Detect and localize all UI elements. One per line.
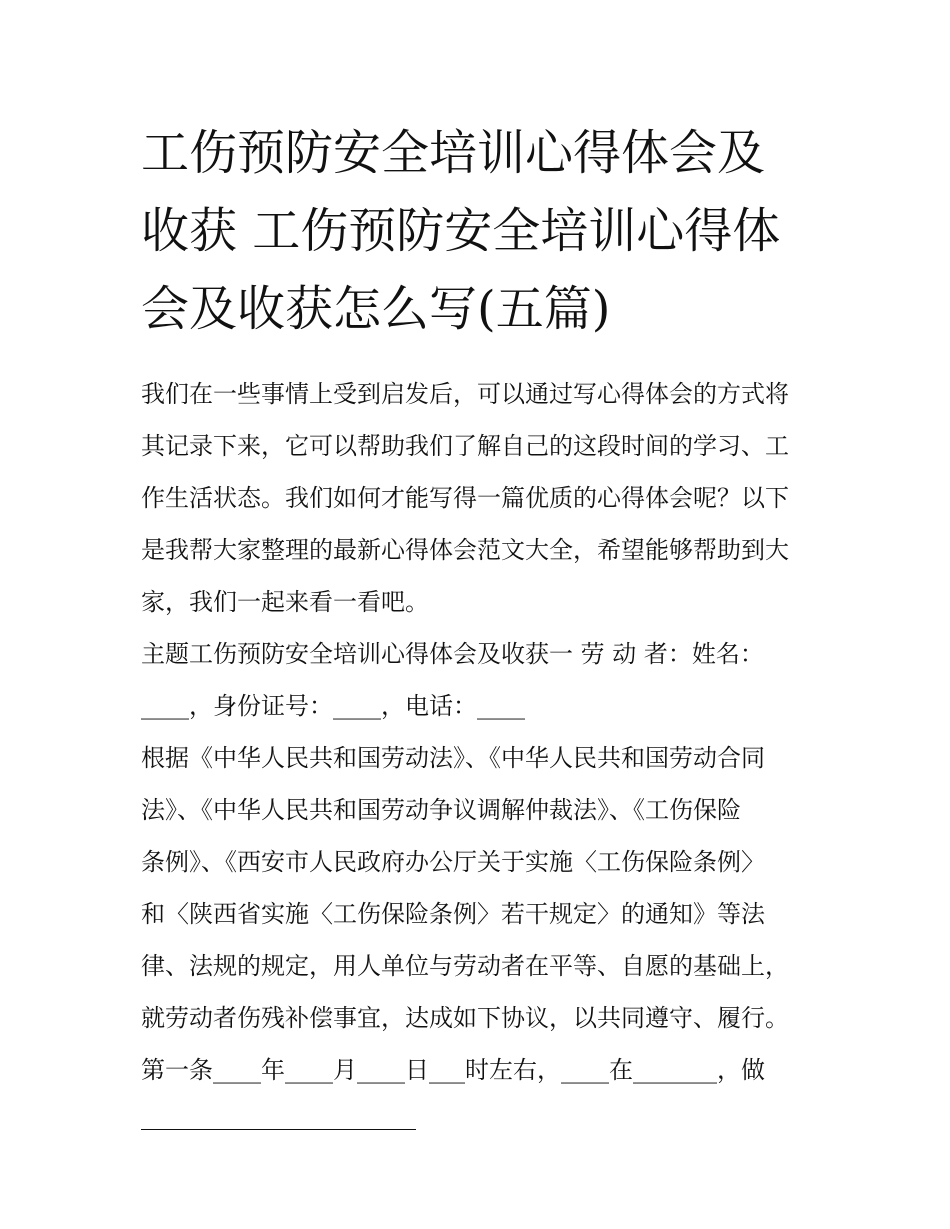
body-line: ____，身份证号：____，电话：____: [141, 692, 525, 720]
body-line: 和〈陕西省实施〈工伤保险条例〉若干规定〉的通知》等法: [141, 900, 765, 928]
body-line: 就劳动者伤残补偿事宜，达成如下协议，以共同遵守、履行。: [141, 1004, 789, 1032]
body-line: 我们在一些事情上受到启发后，可以通过写心得体会的方式将: [141, 380, 789, 408]
body-line: 律、法规的规定，用人单位与劳动者在平等、自愿的基础上，: [141, 952, 789, 980]
title-line-3: 会及收获怎么写(五篇): [141, 281, 611, 337]
blank-underline: [141, 1105, 416, 1130]
document-title: [141, 114, 821, 348]
body-line: 条例》、《西安市人民政府办公厅关于实施〈工伤保险条例〉: [141, 848, 765, 876]
body-line: 根据《中华人民共和国劳动法》、《中华人民共和国劳动合同: [141, 744, 765, 772]
body-line: 是我帮大家整理的最新心得体会范文大全，希望能够帮助到大: [141, 536, 789, 564]
document-body: [141, 368, 821, 1148]
body-line: 家，我们一起来看一看吧。: [141, 588, 429, 616]
document-page: [141, 114, 821, 1148]
title-line-1: 工伤预防安全培训心得体会及: [141, 125, 766, 181]
title-line-2: 收获 工伤预防安全培训心得体: [141, 203, 781, 259]
blank-fill-line: [141, 1096, 821, 1148]
body-line: 法》、《中华人民共和国劳动争议调解仲裁法》、《工伤保险: [141, 796, 741, 824]
body-line: 作生活状态。我们如何才能写得一篇优质的心得体会呢？以下: [141, 484, 789, 512]
body-line: 其记录下来，它可以帮助我们了解自己的这段时间的学习、工: [141, 432, 789, 460]
body-line: 第一条____年____月____日___时左右，____在_______，做: [141, 1056, 765, 1084]
body-line: 主题工伤预防安全培训心得体会及收获一 劳 动 者：姓名：: [141, 640, 764, 668]
